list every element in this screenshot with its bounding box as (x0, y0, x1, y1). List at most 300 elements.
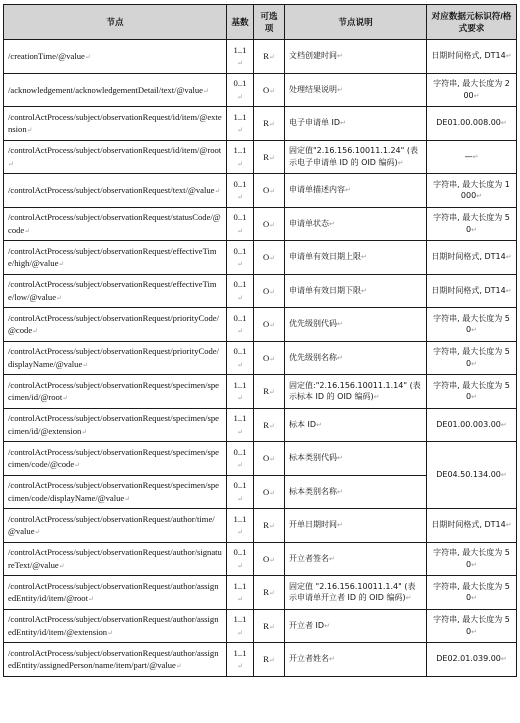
description-cell-text: 标本类别代码 (289, 453, 337, 463)
paragraph-mark: ↵ (337, 353, 343, 362)
node-spec-table (3, 4, 517, 677)
optional-cell-text: O (262, 84, 270, 95)
paragraph-mark: ↵ (505, 521, 512, 530)
paragraph-mark: ↵ (237, 360, 243, 369)
description-cell (285, 174, 427, 208)
paragraph-mark: ↵ (269, 220, 276, 229)
node-path-cell-text: /controlActProcess/subject/observationRequest/id/item/@extension (8, 111, 222, 135)
optional-cell (254, 475, 285, 509)
table-row (4, 274, 517, 308)
cardinality-cell (227, 475, 254, 509)
cardinality-cell-text: 1..1 (233, 614, 247, 625)
description-cell (285, 475, 427, 509)
format-cell-text: 字符串, 最大长度为 1000 (433, 179, 510, 201)
paragraph-mark: ↵ (237, 394, 243, 403)
paragraph-mark: ↵ (237, 260, 243, 269)
optional-cell-text: R (263, 654, 269, 665)
cardinality-cell-text: 0..1 (233, 547, 247, 558)
cardinality-cell-text: 1..1 (233, 413, 247, 424)
paragraph-mark: ↵ (81, 427, 88, 436)
paragraph-mark: ↵ (269, 187, 276, 196)
format-cell-text: DE01.00.008.00 (436, 118, 501, 128)
description-cell-text: 标本 ID (289, 419, 317, 429)
node-path-cell (4, 174, 227, 208)
paragraph-mark: ↵ (24, 226, 31, 235)
optional-cell (254, 274, 285, 308)
paragraph-mark: ↵ (34, 528, 41, 537)
description-cell (285, 274, 427, 308)
node-path-cell (4, 509, 227, 543)
node-path-cell-text: /controlActProcess/subject/observationRequest/author/signatureText/@value (8, 547, 222, 570)
format-cell (427, 207, 517, 241)
optional-cell (254, 140, 285, 174)
table-row (4, 174, 517, 208)
format-cell (427, 140, 517, 174)
description-cell (285, 542, 427, 576)
paragraph-mark: ↵ (237, 293, 243, 302)
format-cell-text: — (464, 151, 473, 161)
paragraph-mark: ↵ (337, 85, 343, 94)
table-row (4, 408, 517, 442)
optional-cell-text: R (263, 419, 269, 430)
paragraph-mark: ↵ (74, 461, 81, 470)
paragraph-mark: ↵ (337, 521, 343, 530)
node-path-cell (4, 241, 227, 275)
cardinality-cell (227, 341, 254, 375)
format-cell (427, 341, 517, 375)
format-cell (427, 174, 517, 208)
format-cell (427, 576, 517, 610)
node-path-cell (4, 609, 227, 643)
paragraph-mark: ↵ (268, 622, 275, 631)
node-path-cell (4, 442, 227, 476)
description-cell-text: 文档创建时间 (289, 51, 337, 61)
optional-cell-text: R (263, 620, 269, 631)
node-path-cell (4, 40, 227, 74)
format-cell (427, 274, 517, 308)
format-cell (427, 308, 517, 342)
paragraph-mark: ↵ (329, 554, 335, 563)
cardinality-cell-text: 0..1 (233, 212, 247, 223)
optional-cell (254, 174, 285, 208)
node-path-cell (4, 308, 227, 342)
format-cell-text: 字符串, 最大长度为 50 (433, 347, 510, 368)
optional-cell-text: R (263, 587, 269, 598)
cardinality-cell-text: 0..1 (233, 346, 247, 357)
node-path-cell-text: /controlActProcess/subject/observationRequest/text/@value (8, 185, 215, 196)
paragraph-mark: ↵ (237, 126, 243, 135)
paragraph-mark: ↵ (337, 320, 343, 329)
cardinality-cell (227, 308, 254, 342)
cardinality-cell (227, 643, 254, 677)
paragraph-mark: ↵ (88, 595, 94, 604)
format-cell (427, 241, 517, 275)
description-cell-text: 处理结果说明 (289, 84, 337, 94)
cardinality-cell (227, 375, 254, 409)
cardinality-cell-text: 0..1 (233, 480, 247, 491)
paragraph-mark: ↵ (340, 119, 346, 128)
table-row (4, 341, 517, 375)
format-cell (427, 542, 517, 576)
paragraph-mark: ↵ (268, 153, 275, 162)
optional-cell-text: R (263, 520, 269, 531)
paragraph-mark: ↵ (56, 293, 62, 302)
cardinality-cell-text: 0..1 (233, 245, 247, 256)
paragraph-mark: ↵ (505, 253, 512, 262)
table-row (4, 207, 517, 241)
cardinality-cell (227, 107, 254, 141)
description-cell (285, 73, 427, 107)
cardinality-cell (227, 140, 254, 174)
header-optional: 可选项 (254, 5, 285, 40)
optional-cell (254, 73, 285, 107)
format-cell-text: 字符串, 最大长度为 50 (433, 581, 510, 603)
cardinality-cell-text: 1..1 (233, 145, 247, 156)
paragraph-mark: ↵ (32, 327, 39, 336)
description-cell (285, 375, 427, 409)
cardinality-cell (227, 241, 254, 275)
description-cell-text: 申请单有效日期上限 (289, 252, 361, 262)
optional-cell (254, 442, 285, 476)
format-cell (427, 40, 517, 74)
node-path-cell (4, 341, 227, 375)
format-cell-text: 字符串, 最大长度为 50 (433, 213, 510, 234)
node-path-cell (4, 408, 227, 442)
node-path-cell-text: /controlActProcess/subject/observationRequest/id/item/@root (8, 145, 222, 156)
table-body (4, 40, 517, 677)
format-cell-text: 字符串, 最大长度为 50 (433, 313, 510, 335)
paragraph-mark: ↵ (505, 286, 512, 295)
paragraph-mark: ↵ (269, 354, 276, 363)
paragraph-mark: ↵ (269, 287, 276, 296)
format-cell-text: 日期时间格式, DT14 (431, 252, 506, 262)
paragraph-mark: ↵ (269, 455, 276, 464)
node-path-cell-text: /controlActProcess/subject/observationRequest/author/assignedEntity/id/item/@extension (8, 614, 219, 637)
cardinality-cell (227, 509, 254, 543)
cardinality-cell (227, 40, 254, 74)
cardinality-cell-text: 0..1 (233, 279, 247, 290)
paragraph-mark: ↵ (471, 594, 477, 603)
description-cell-text: 开立者 ID (289, 620, 325, 630)
paragraph-mark: ↵ (237, 226, 243, 235)
paragraph-mark: ↵ (237, 327, 243, 336)
description-cell (285, 609, 427, 643)
optional-cell (254, 107, 285, 141)
description-cell (285, 241, 427, 275)
table-row (4, 107, 517, 141)
node-path-cell (4, 140, 227, 174)
format-cell-text: 字符串, 最大长度为 50 (433, 548, 510, 569)
description-cell (285, 140, 427, 174)
format-cell-text: 日期时间格式, DT14 (431, 285, 506, 295)
paragraph-mark: ↵ (500, 655, 507, 664)
paragraph-mark: ↵ (337, 454, 343, 463)
paragraph-mark: ↵ (373, 393, 380, 402)
format-cell (427, 408, 517, 442)
paragraph-mark: ↵ (214, 187, 221, 196)
description-cell (285, 308, 427, 342)
optional-cell (254, 576, 285, 610)
paragraph-mark: ↵ (268, 522, 275, 531)
description-cell (285, 442, 427, 476)
optional-cell (254, 643, 285, 677)
description-cell-text: 申请单描述内容 (289, 185, 345, 195)
format-cell (427, 107, 517, 141)
table-row (4, 40, 517, 74)
cardinality-cell (227, 609, 254, 643)
paragraph-mark: ↵ (58, 260, 65, 269)
format-cell-text: DE02.01.039.00 (436, 654, 501, 664)
optional-cell (254, 509, 285, 543)
paragraph-mark: ↵ (268, 589, 275, 598)
optional-cell-text: O (262, 252, 270, 263)
format-cell (427, 609, 517, 643)
paragraph-mark: ↵ (268, 656, 275, 665)
paragraph-mark: ↵ (237, 561, 243, 570)
table-row (4, 509, 517, 543)
optional-cell-text: O (262, 185, 270, 196)
paragraph-mark: ↵ (476, 192, 483, 201)
node-path-cell-text: /controlActProcess/subject/observationRequest/effectiveTime/high/@value (8, 245, 217, 269)
node-path-cell (4, 207, 227, 241)
header-format: 对应数据元标识符/格式要求 (427, 5, 517, 40)
format-cell (427, 509, 517, 543)
paragraph-mark: ↵ (203, 86, 209, 95)
paragraph-mark: ↵ (107, 628, 113, 637)
optional-cell (254, 308, 285, 342)
optional-cell-text: O (262, 285, 270, 296)
paragraph-mark: ↵ (269, 488, 276, 497)
paragraph-mark: ↵ (62, 394, 69, 403)
node-path-cell (4, 643, 227, 677)
description-cell (285, 408, 427, 442)
node-path-cell-text: /controlActProcess/subject/observationRequest/author/time/@value (8, 513, 215, 537)
optional-cell (254, 241, 285, 275)
optional-cell-text: O (262, 352, 270, 363)
paragraph-mark: ↵ (471, 627, 477, 636)
description-cell (285, 341, 427, 375)
paragraph-mark: ↵ (471, 225, 477, 234)
description-cell-text: 固定值:"2.16.156.10011.1.14" (表示标本 ID 的 OID 编码) (289, 380, 421, 402)
description-cell (285, 40, 427, 74)
table-row (4, 609, 517, 643)
paragraph-mark: ↵ (345, 186, 351, 195)
paragraph-mark: ↵ (269, 321, 276, 330)
node-path-cell (4, 274, 227, 308)
cardinality-cell (227, 174, 254, 208)
paragraph-mark: ↵ (324, 621, 330, 630)
node-path-cell-text: /controlActProcess/subject/observationRequest/priorityCode/@code (8, 312, 219, 336)
optional-cell (254, 40, 285, 74)
optional-cell (254, 375, 285, 409)
node-path-cell-text: /acknowledgement/acknowledgementDetail/text/@value (8, 84, 203, 95)
table-row (4, 73, 517, 107)
paragraph-mark: ↵ (500, 119, 507, 128)
header-node: 节点 (4, 5, 227, 40)
paragraph-mark: ↵ (268, 388, 275, 397)
optional-cell (254, 542, 285, 576)
optional-cell (254, 341, 285, 375)
paragraph-mark: ↵ (269, 555, 276, 564)
description-cell-text: 开单日期时间 (289, 520, 337, 530)
paragraph-mark: ↵ (329, 655, 335, 664)
description-cell-text: 开立者签名 (289, 553, 329, 563)
paragraph-mark: ↵ (473, 91, 480, 100)
paragraph-mark: ↵ (269, 254, 276, 263)
paragraph-mark: ↵ (82, 360, 89, 369)
paragraph-mark: ↵ (26, 126, 33, 135)
description-cell (285, 107, 427, 141)
paragraph-mark: ↵ (237, 494, 243, 503)
description-cell-text: 申请单状态 (289, 218, 329, 228)
node-path-cell (4, 73, 227, 107)
cardinality-cell-text: 1..1 (233, 580, 247, 591)
paragraph-mark: ↵ (268, 120, 275, 129)
paragraph-mark: ↵ (237, 59, 243, 68)
header-cardinality: 基数 (227, 5, 254, 40)
paragraph-mark: ↵ (237, 528, 243, 537)
paragraph-mark: ↵ (505, 52, 512, 61)
format-cell (427, 73, 517, 107)
node-path-cell-text: /controlActProcess/subject/observationRequest/specimen/specimen/code/displayName/@value (8, 480, 219, 503)
cardinality-cell-text: 1..1 (233, 379, 247, 390)
paragraph-mark: ↵ (471, 326, 477, 335)
table-header-row (4, 5, 517, 40)
paragraph-mark: ↵ (237, 427, 243, 436)
paragraph-mark: ↵ (361, 253, 367, 262)
optional-cell-text: R (263, 51, 269, 62)
paragraph-mark: ↵ (500, 420, 507, 429)
cardinality-cell-text: 1..1 (233, 111, 247, 122)
paragraph-mark: ↵ (237, 159, 243, 168)
cardinality-cell (227, 207, 254, 241)
paragraph-mark: ↵ (471, 560, 477, 569)
paragraph-mark: ↵ (175, 662, 182, 671)
optional-cell-text: R (263, 386, 269, 397)
paragraph-mark: ↵ (337, 487, 343, 496)
paragraph-mark: ↵ (269, 86, 276, 95)
cardinality-cell-text: 0..1 (233, 178, 247, 189)
paragraph-mark: ↵ (237, 193, 243, 202)
optional-cell-text: O (262, 486, 270, 497)
table-row (4, 576, 517, 610)
paragraph-mark: ↵ (124, 494, 131, 503)
cardinality-cell-text: 0..1 (233, 446, 247, 457)
cardinality-cell (227, 73, 254, 107)
description-cell-text: 固定值"2.16.156.10011.1.24" (表示电子申请单 ID 的 OID 编码) (289, 146, 418, 167)
node-path-cell (4, 107, 227, 141)
node-path-cell-text: /controlActProcess/subject/observationRequest/priorityCode/displayName/@value (8, 346, 219, 369)
table-row (4, 140, 517, 174)
description-cell-text: 标本类别名称 (289, 486, 337, 496)
node-path-cell-text: /controlActProcess/subject/observationRequest/specimen/specimen/id/@extension (8, 413, 219, 436)
description-cell (285, 576, 427, 610)
optional-cell (254, 207, 285, 241)
header-description: 节点说明 (285, 5, 427, 40)
node-path-cell-text: /controlActProcess/subject/observationRequest/author/assignedEntity/assignedPerson/name/item/part/@value (8, 647, 219, 671)
node-path-cell (4, 576, 227, 610)
node-path-cell-text: /controlActProcess/subject/observationRequest/specimen/specimen/code/@code (8, 446, 219, 470)
paragraph-mark: ↵ (84, 53, 91, 62)
description-cell (285, 643, 427, 677)
paragraph-mark: ↵ (405, 594, 412, 603)
table-row (4, 442, 517, 476)
cardinality-cell (227, 542, 254, 576)
node-path-cell-text: /controlActProcess/subject/observationRequest/statusCode/@code (8, 212, 221, 235)
format-cell-text: DE01.00.003.00 (436, 419, 501, 429)
format-cell (427, 375, 517, 409)
format-cell-text: 字符串, 最大长度为 50 (433, 615, 510, 636)
cardinality-cell (227, 442, 254, 476)
table-row (4, 643, 517, 677)
paragraph-mark: ↵ (329, 219, 335, 228)
description-cell-text: 申请单有效日期下限 (289, 285, 361, 295)
cardinality-cell (227, 274, 254, 308)
paragraph-mark: ↵ (471, 359, 477, 368)
description-cell (285, 207, 427, 241)
format-cell-text: 日期时间格式, DT14 (431, 520, 506, 530)
paragraph-mark: ↵ (237, 662, 243, 671)
optional-cell (254, 609, 285, 643)
cardinality-cell (227, 576, 254, 610)
description-cell-text: 固定值 "2.16.156.10011.1.4" (表示申请单开立者 ID 的 OID 编码) (289, 581, 416, 603)
paragraph-mark: ↵ (337, 52, 343, 61)
description-cell-text: 开立者姓名 (289, 654, 329, 664)
paragraph-mark: ↵ (397, 158, 404, 167)
format-cell-text: 字符串, 最大长度为 50 (433, 380, 510, 402)
cardinality-cell (227, 408, 254, 442)
paragraph-mark: ↵ (58, 561, 65, 570)
optional-cell-text: R (263, 118, 269, 129)
paragraph-mark: ↵ (268, 53, 275, 62)
description-cell-text: 优先级别代码 (289, 319, 337, 329)
cardinality-cell-text: 0..1 (233, 312, 247, 323)
node-path-cell-text: /controlActProcess/subject/observationRequest/specimen/specimen/id/@root (8, 379, 219, 403)
paragraph-mark: ↵ (8, 159, 14, 168)
node-path-cell-text: /creationTime/@value (8, 51, 85, 62)
cardinality-cell-text: 1..1 (233, 647, 247, 658)
description-cell (285, 509, 427, 543)
format-cell (427, 643, 517, 677)
paragraph-mark: ↵ (500, 471, 507, 480)
node-path-cell (4, 475, 227, 509)
paragraph-mark: ↵ (237, 92, 243, 101)
format-cell-text: 字符串, 最大长度为 200 (433, 79, 510, 100)
cardinality-cell-text: 1..1 (233, 44, 247, 55)
description-cell-text: 电子申请单 ID (289, 118, 341, 128)
cardinality-cell-text: 1..1 (233, 513, 247, 524)
node-path-cell (4, 375, 227, 409)
format-cell-text: 日期时间格式, DT14 (431, 51, 506, 61)
format-cell-text: DE04.50.134.00 (436, 470, 501, 480)
cardinality-cell-text: 0..1 (233, 78, 247, 89)
optional-cell (254, 408, 285, 442)
paragraph-mark: ↵ (268, 421, 275, 430)
node-path-cell-text: /controlActProcess/subject/observationRequest/author/assignedEntity/id/item/@root (8, 580, 219, 604)
optional-cell-text: O (262, 453, 270, 464)
paragraph-mark: ↵ (471, 393, 477, 402)
description-cell-text: 优先级别名称 (289, 352, 337, 362)
paragraph-mark: ↵ (316, 420, 322, 429)
optional-cell-text: O (262, 319, 270, 330)
paragraph-mark: ↵ (237, 461, 243, 470)
node-path-cell-text: /controlActProcess/subject/observationRequest/effectiveTime/low/@value (8, 279, 217, 302)
optional-cell-text: O (262, 218, 270, 229)
table-row (4, 241, 517, 275)
table-row (4, 308, 517, 342)
format-cell (427, 442, 517, 509)
paragraph-mark: ↵ (237, 595, 243, 604)
